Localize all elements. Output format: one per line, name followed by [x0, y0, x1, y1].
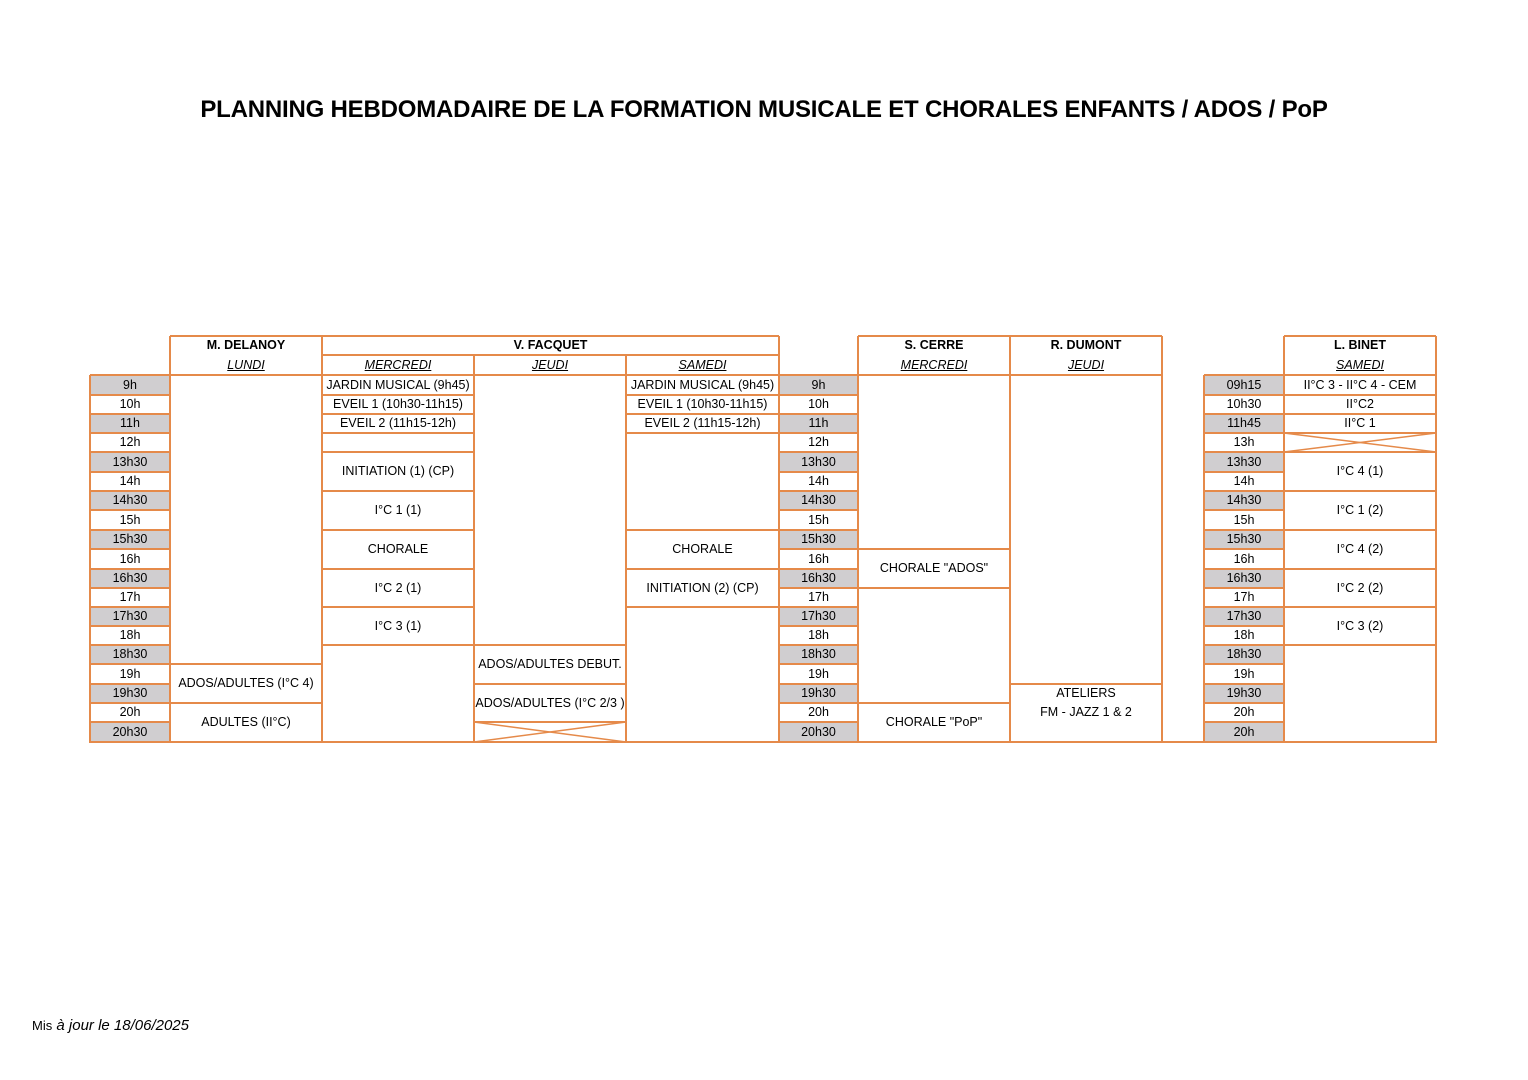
grid-line — [1284, 394, 1436, 395]
sam-jardin: JARDIN MUSICAL (9h45) — [630, 377, 775, 392]
teacher-facquet: V. FACQUET — [513, 338, 588, 352]
grid-line — [1284, 644, 1436, 645]
teacher-dumont: R. DUMONT — [1050, 338, 1122, 352]
grid-line — [322, 413, 474, 414]
grid-line — [626, 529, 779, 530]
time-slot: 17h — [90, 588, 170, 607]
time-slot: 20h — [90, 703, 170, 722]
grid-line — [322, 568, 474, 569]
grid-line — [779, 509, 858, 510]
grid-line — [90, 529, 170, 530]
grid-line — [90, 374, 170, 375]
time-slot: 15h30 — [90, 530, 170, 549]
grid-line — [321, 336, 324, 743]
time-slot: 20h — [779, 703, 858, 722]
grid-line — [1203, 375, 1205, 743]
time-slot: 19h30 — [779, 684, 858, 703]
cerre-chorale-pop: CHORALE "PoP" — [885, 715, 983, 729]
grid-line — [473, 395, 475, 414]
grid-line — [322, 529, 474, 530]
time-slot: 10h — [90, 395, 170, 414]
grid-line — [779, 548, 858, 549]
update-note-prefix: Mis — [32, 1018, 53, 1033]
grid-line — [1284, 432, 1436, 433]
grid-line — [1284, 413, 1436, 414]
grid-line — [779, 451, 858, 452]
teacher-delanoy: M. DELANOY — [206, 338, 286, 352]
grid-line — [169, 336, 172, 743]
grid-line — [1204, 432, 1284, 433]
grid-line — [1204, 721, 1284, 722]
grid-line — [1283, 336, 1286, 743]
grid-line — [90, 509, 170, 510]
grid-line — [90, 394, 170, 395]
time-slot: 14h30 — [1204, 491, 1284, 510]
binet-ic3-2: I°C 3 (2) — [1336, 618, 1384, 633]
sam-initiation: INITIATION (2) (CP) — [646, 580, 759, 595]
grid-line — [1284, 568, 1436, 569]
grid-line — [779, 374, 858, 375]
grid-line — [1204, 394, 1284, 395]
time-slot: 19h — [90, 664, 170, 684]
mer-ic2: I°C 2 (1) — [374, 580, 422, 595]
grid-line — [626, 568, 779, 569]
time-slot: 18h — [779, 626, 858, 645]
grid-line — [322, 606, 474, 607]
time-slot: 11h45 — [1204, 414, 1284, 433]
time-slot: 10h — [779, 395, 858, 414]
time-slot: 14h — [90, 472, 170, 491]
grid-line — [779, 702, 858, 703]
grid-line — [90, 451, 170, 452]
day-samedi-facquet: SAMEDI — [678, 357, 727, 372]
grid-line — [1204, 548, 1284, 549]
grid-line — [322, 394, 474, 395]
sam-eveil2: EVEIL 2 (11h15-12h) — [644, 416, 761, 430]
sam-eveil1: EVEIL 1 (10h30-11h15) — [637, 397, 768, 411]
grid-line — [1204, 529, 1284, 530]
crossed-cell-jeudi — [474, 722, 626, 742]
grid-line — [1284, 335, 1436, 338]
mer-eveil2: EVEIL 2 (11h15-12h) — [339, 416, 457, 430]
day-mercredi-cerre: MERCREDI — [900, 357, 968, 372]
grid-line — [857, 336, 860, 743]
grid-line — [90, 721, 170, 722]
grid-line — [1204, 509, 1284, 510]
grid-line — [779, 625, 858, 626]
time-slot: 17h30 — [90, 607, 170, 626]
grid-line — [1204, 374, 1284, 375]
time-slot: 17h — [1204, 588, 1284, 607]
grid-line — [1204, 702, 1284, 703]
grid-line — [90, 741, 1437, 744]
grid-line — [1284, 529, 1436, 530]
grid-line — [858, 548, 1010, 549]
dumont-ateliers-line2: FM - JAZZ 1 & 2 — [1040, 705, 1132, 719]
grid-line — [474, 721, 626, 722]
grid-line — [474, 644, 626, 645]
grid-line — [90, 683, 170, 684]
jeu-ic23: ADOS/ADULTES (I°C 2/3 ) — [475, 695, 625, 710]
dumont-ateliers — [1010, 684, 1162, 722]
grid-line — [474, 683, 626, 684]
grid-line — [779, 432, 858, 433]
time-slot: 15h30 — [1204, 530, 1284, 549]
binet-ic4-2: I°C 4 (2) — [1336, 542, 1384, 556]
grid-line — [1204, 451, 1284, 452]
grid-line — [1204, 413, 1284, 414]
binet-iic2: II°C2 — [1346, 397, 1374, 411]
grid-line — [779, 663, 858, 664]
grid-line — [1204, 606, 1284, 607]
grid-line — [779, 644, 858, 645]
grid-line — [90, 625, 170, 626]
teacher-cerre: S. CERRE — [904, 338, 964, 352]
time-slot: 10h30 — [1204, 395, 1284, 414]
grid-line — [90, 432, 170, 433]
update-note — [32, 1017, 189, 1034]
grid-line — [90, 663, 170, 664]
lundi-ados-adultes: ADOS/ADULTES (I°C 4) — [178, 676, 314, 690]
grid-line — [90, 471, 170, 472]
time-slot: 18h30 — [90, 645, 170, 664]
time-slot: 18h30 — [1204, 645, 1284, 664]
grid-line — [1010, 683, 1162, 684]
time-slot: 17h30 — [779, 607, 858, 626]
grid-line — [1204, 471, 1284, 472]
teacher-binet: L. BINET — [1333, 338, 1387, 352]
page-title: PLANNING HEBDOMADAIRE DE LA FORMATION MUSICALE ET CHORALES ENFANTS / ADOS / PoP — [200, 96, 1328, 123]
grid-line — [1161, 336, 1164, 743]
grid-line — [1284, 451, 1436, 452]
grid-line — [1204, 625, 1284, 626]
time-slot: 20h — [1204, 722, 1284, 742]
time-slot: 18h — [1204, 626, 1284, 645]
grid-line — [90, 587, 170, 588]
time-slot: 14h — [1204, 472, 1284, 491]
time-slot: 15h30 — [779, 530, 858, 549]
time-slot: 18h — [90, 626, 170, 645]
grid-line — [170, 374, 322, 375]
grid-line — [322, 432, 474, 433]
binet-ic1-2: I°C 1 (2) — [1336, 503, 1384, 517]
time-slot: 16h — [1204, 549, 1284, 569]
time-slot: 18h30 — [779, 645, 858, 664]
time-slot: 20h — [1204, 703, 1284, 722]
grid-line — [779, 587, 858, 588]
grid-line — [626, 413, 779, 414]
time-slot: 16h30 — [90, 569, 170, 588]
time-slot: 16h30 — [1204, 569, 1284, 588]
grid-line — [779, 683, 858, 684]
day-samedi-binet: SAMEDI — [1336, 357, 1384, 372]
mer-ic1: I°C 1 (1) — [374, 503, 422, 517]
grid-line — [90, 568, 170, 569]
time-slot: 9h — [779, 375, 858, 395]
time-slot: 20h30 — [90, 722, 170, 742]
time-slot: 17h — [779, 588, 858, 607]
mer-chorale: CHORALE — [367, 542, 429, 556]
time-slot: 15h — [1204, 510, 1284, 530]
grid-line — [1204, 663, 1284, 664]
time-slot: 14h — [779, 472, 858, 491]
day-jeudi-dumont: JEUDI — [1067, 357, 1105, 372]
time-slot: 11h — [779, 414, 858, 433]
time-slot: 19h — [779, 664, 858, 684]
grid-line — [1204, 587, 1284, 588]
grid-line — [626, 432, 779, 433]
time-slot: 13h — [1204, 433, 1284, 452]
time-slot: 12h — [90, 433, 170, 452]
binet-ic4-1: I°C 4 (1) — [1336, 464, 1384, 478]
grid-line — [1204, 644, 1284, 645]
day-lundi: LUNDI — [227, 357, 265, 372]
time-slot: 20h30 — [779, 722, 858, 742]
grid-line — [90, 413, 170, 414]
time-slot: 15h — [90, 510, 170, 530]
binet-ic2-2: I°C 2 (2) — [1336, 580, 1384, 595]
grid-line — [779, 529, 858, 530]
sam-chorale: CHORALE — [672, 542, 733, 556]
grid-line — [1435, 336, 1438, 743]
time-slot: 16h30 — [779, 569, 858, 588]
time-slot: 19h — [1204, 664, 1284, 684]
grid-line — [779, 471, 858, 472]
mer-initiation: INITIATION (1) (CP) — [341, 464, 455, 478]
grid-line — [322, 374, 779, 375]
time-slot: 9h — [90, 375, 170, 395]
time-slot: 16h — [90, 549, 170, 569]
grid-line — [90, 702, 170, 703]
grid-line — [90, 606, 170, 607]
dumont-ateliers-line1: ATELIERS — [1056, 686, 1116, 700]
grid-line — [778, 336, 781, 743]
grid-line — [90, 490, 170, 491]
binet-iic-cem: II°C 3 - II°C 4 - CEM — [1303, 377, 1417, 392]
grid-line — [90, 644, 170, 645]
mer-eveil1: EVEIL 1 (10h30-11h15) — [333, 397, 463, 411]
grid-line — [625, 375, 627, 395]
grid-line — [779, 394, 858, 395]
time-slot: 17h30 — [1204, 607, 1284, 626]
grid-line — [626, 394, 779, 395]
time-slot: 13h30 — [90, 452, 170, 472]
time-slot: 19h30 — [1204, 684, 1284, 703]
grid-line — [1284, 490, 1436, 491]
time-slot: 15h — [779, 510, 858, 530]
grid-line — [90, 548, 170, 549]
grid-line — [322, 354, 779, 355]
grid-line — [779, 721, 858, 722]
mer-jardin: JARDIN MUSICAL (9h45) — [326, 377, 470, 392]
cerre-chorale-ados: CHORALE "ADOS" — [879, 561, 989, 575]
grid-line — [89, 375, 92, 743]
grid-line — [779, 606, 858, 607]
time-slot: 16h — [779, 549, 858, 569]
time-slot: 14h30 — [779, 491, 858, 510]
time-slot: 13h30 — [779, 452, 858, 472]
time-slot: 09h15 — [1204, 375, 1284, 395]
time-slot: 13h30 — [1204, 452, 1284, 472]
update-note-date: à jour le 18/06/2025 — [52, 1017, 189, 1034]
grid-line — [858, 587, 1010, 588]
grid-line — [322, 644, 474, 645]
grid-line — [1009, 336, 1012, 742]
grid-line — [322, 451, 474, 452]
time-slot: 19h30 — [90, 684, 170, 703]
grid-line — [1284, 606, 1436, 607]
grid-line — [1204, 683, 1284, 684]
grid-line — [1204, 490, 1284, 491]
grid-line — [473, 607, 475, 645]
grid-line — [170, 335, 779, 338]
lundi-adultes: ADULTES (II°C) — [201, 715, 291, 729]
grid-line — [779, 413, 858, 414]
time-slot: 11h — [90, 414, 170, 433]
grid-line — [779, 568, 858, 569]
day-mercredi-facquet: MERCREDI — [364, 357, 432, 372]
grid-line — [1204, 568, 1284, 569]
grid-line — [626, 606, 779, 607]
jeu-debut: ADOS/ADULTES DEBUT. — [478, 657, 622, 671]
grid-line — [170, 702, 322, 703]
grid-line — [170, 663, 322, 664]
time-slot: 14h30 — [90, 491, 170, 510]
day-jeudi-facquet: JEUDI — [531, 357, 569, 372]
crossed-cell-binet-13h — [1284, 433, 1436, 452]
grid-line — [1284, 374, 1436, 375]
time-slot: 12h — [779, 433, 858, 452]
mer-ic3: I°C 3 (1) — [374, 618, 422, 633]
grid-line — [858, 702, 1010, 703]
grid-line — [779, 490, 858, 491]
binet-iic1: II°C 1 — [1344, 416, 1376, 430]
grid-line — [322, 490, 474, 491]
